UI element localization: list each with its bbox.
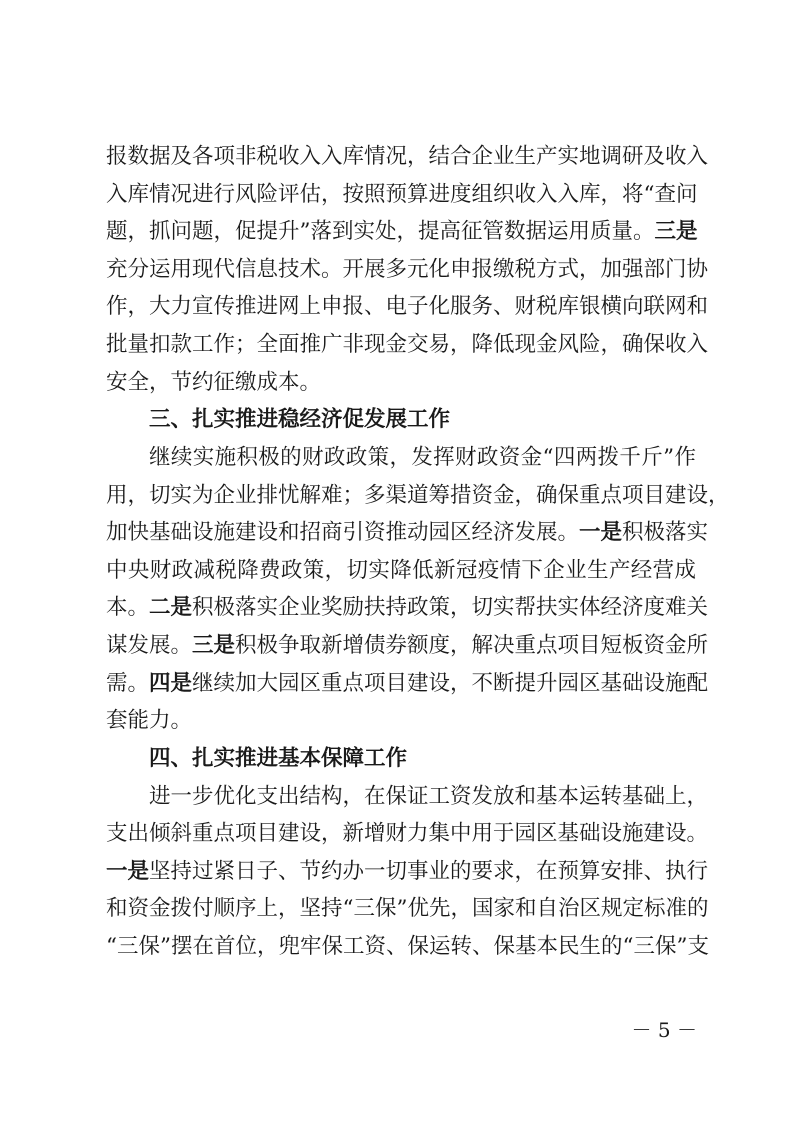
text-run: 题，抓问题，促提升”落到实处，提高征管数据运用质量。	[106, 219, 655, 244]
paragraph-line	[106, 212, 696, 252]
text-run: 继续加大园区重点项目建设，不断提升园区基础设施配	[192, 671, 709, 696]
text-run: 本。	[106, 595, 150, 620]
section-heading: 四、扎实推进基本保障工作	[149, 746, 408, 771]
text-run: 积极落实	[622, 520, 709, 545]
page-number: － 5 －	[631, 1018, 697, 1042]
paragraph-line	[106, 664, 709, 704]
bold-marker: 一是	[579, 520, 623, 545]
bold-marker: 四是	[149, 671, 193, 696]
bold-marker: 三是	[654, 219, 698, 244]
paragraph-line: 进一步优化支出结构，在保证工资发放和基本运转基础上，	[149, 784, 709, 809]
paragraph-line: 和资金拨付顺序上，坚持“三保”优先，国家和自治区规定标准的	[106, 896, 709, 921]
paragraph-line	[106, 626, 709, 666]
paragraph-line: 批量扣款工作；全面推广非现金交易，降低现金风险，确保收入	[106, 332, 709, 357]
bold-marker: 三是	[192, 633, 236, 658]
text-run: 积极落实企业奖励扶持政策，切实帮扶实体经济度难关	[192, 595, 709, 620]
paragraph-line: “三保”摆在首位，兜牢保工资、保运转、保基本民生的“三保”支	[106, 934, 709, 959]
paragraph-line: 充分运用现代信息技术。开展多元化申报缴税方式，加强部门协	[106, 257, 709, 282]
text-run: 需。	[106, 671, 150, 696]
paragraph-line: 报数据及各项非税收入入库情况，结合企业生产实地调研及收入	[106, 144, 709, 169]
paragraph-line: 入库情况进行风险评估，按照预算进度组织收入入库，将“查问	[106, 182, 698, 207]
paragraph-line: 作，大力宣传推进网上申报、电子化服务、财税库银横向联网和	[106, 294, 709, 319]
paragraph-line: 中央财政减税降费政策，切实降低新冠疫情下企业生产经营成	[106, 558, 696, 583]
text-run: 坚持过紧日子、节约办一切事业的要求，在预算安排、执行	[149, 859, 709, 884]
text-run: 加快基础设施建设和招商引资推动园区经济发展。	[106, 520, 580, 545]
paragraph-line: 套能力。	[106, 708, 193, 733]
paragraph-line: 用，切实为企业排忧解难；多渠道筹措资金，确保重点项目建设，	[106, 483, 730, 508]
paragraph-line	[106, 852, 709, 892]
text-run: 积极争取新增债券额度，解决重点项目短板资金所	[235, 633, 709, 658]
section-heading: 三、扎实推进稳经济促发展工作	[149, 407, 451, 432]
text-run: 谋发展。	[106, 633, 193, 658]
bold-marker: 二是	[149, 595, 193, 620]
bold-marker: 一是	[106, 859, 150, 884]
paragraph-line	[106, 513, 709, 553]
paragraph-line	[106, 588, 709, 628]
paragraph-line: 安全，节约征缴成本。	[106, 370, 322, 395]
paragraph-line: 支出倾斜重点项目建设，新增财力集中用于园区基础设施建设。	[106, 821, 709, 846]
paragraph-line: 继续实施积极的财政政策，发挥财政资金“四两拨千斤”作	[149, 445, 696, 470]
